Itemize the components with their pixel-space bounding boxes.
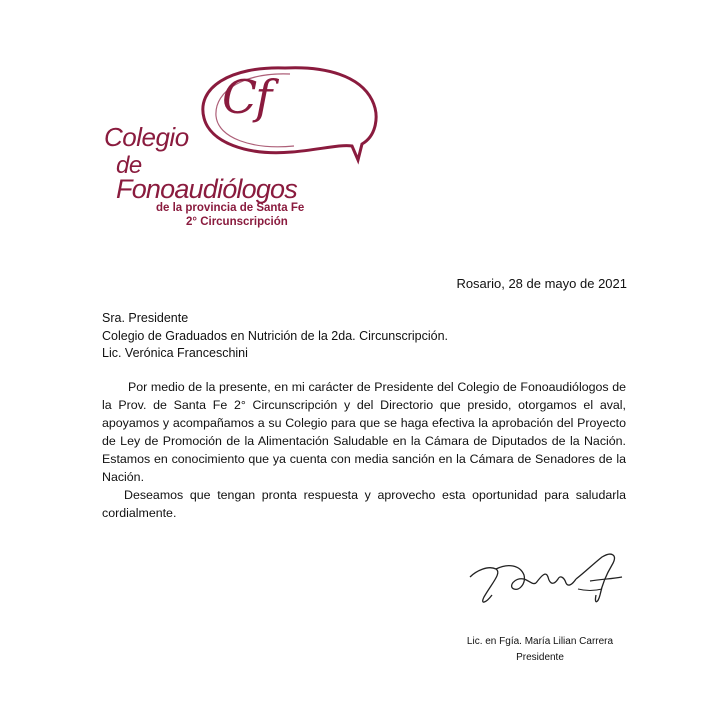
speech-bubble-icon <box>190 60 380 170</box>
addressee-title: Sra. Presidente <box>102 311 189 325</box>
addressee-name: Lic. Verónica Franceschini <box>102 346 248 360</box>
addressee-block <box>102 310 448 363</box>
logo-monogram: Cf <box>222 70 271 124</box>
logo-line-de: de <box>116 152 142 179</box>
logo-line-colegio: Colegio <box>104 122 189 152</box>
logo-line-fonoaudiologos: Fonoaudiólogos <box>116 174 297 204</box>
body-paragraph-1: Por medio de la presente, en mi carácter de Presidente del Colegio de Fonoaudiólogos de la Prov. de Santa Fe 2° Circunscripción y del Directorio que presido, otorgamos el aval, apoyamos y acompañamos a su Colegio para que se haga efectiva la aprobación del Proyecto de Ley de Promoción de la Alimentación Saludable en la Cámara de Diputados de la Nación. Estamos en conocimiento que ya cuenta con media sanción en la Cámara de Senadores de la Nación. <box>102 380 626 484</box>
signatory-title: Presidente <box>516 651 564 663</box>
signatory-block <box>440 634 640 665</box>
body-paragraph-2: Deseamos que tengan pronta respuesta y aprovecho esta oportunidad para saludarla cordialmente. <box>102 488 626 520</box>
letter-date: Rosario, 28 de mayo de 2021 <box>456 276 627 291</box>
addressee-institution: Colegio de Graduados en Nutrición de la 2da. Circunscripción. <box>102 328 449 343</box>
logo-subtitle-circumscription: 2° Circunscripción <box>186 216 288 228</box>
college-logo <box>100 60 340 240</box>
handwritten-signature <box>462 545 632 615</box>
signatory-name: Lic. en Fgía. María Lilian Carrera <box>466 636 614 647</box>
logo-subtitle-province: de la provincia de Santa Fe <box>156 202 305 214</box>
letter-body <box>102 378 626 522</box>
